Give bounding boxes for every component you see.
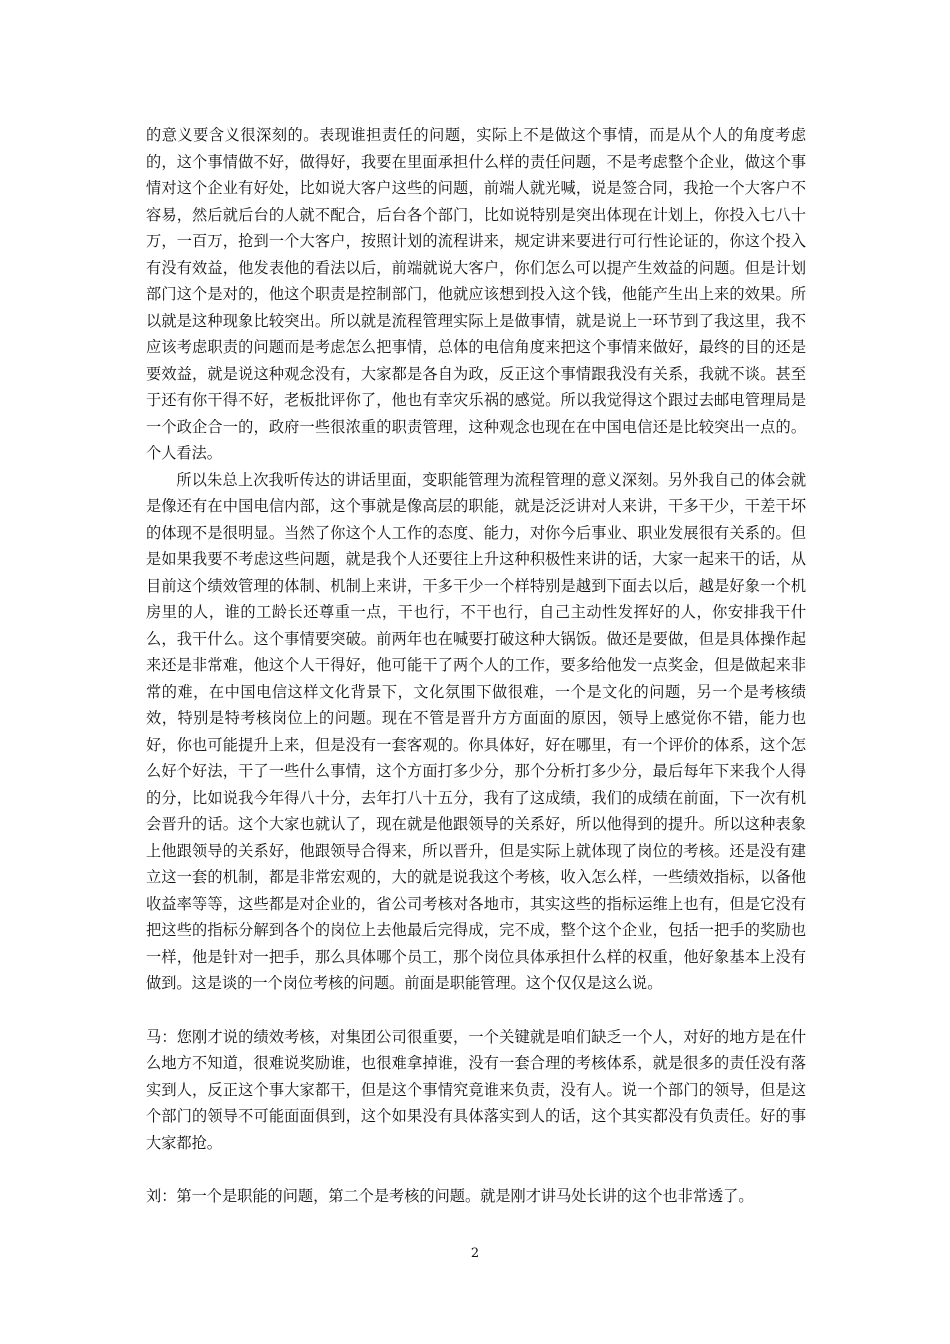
page-body <box>146 122 806 1210</box>
page-number: 2 <box>470 1246 480 1261</box>
paragraph-ma-remarks: 马：您刚才说的绩效考核，对集团公司很重要，一个关键就是咱们缺乏一个人，对好的地方是在什么地方不知道，很难说奖励谁，也很难拿掉谁，没有一套合理的考核体系，就是很多的责任没有落实到人，反正这个事大家都干，但是这个事情究竟谁来负责，没有人。说一个部门的领导，但是这个部门的领导不可能面面俱到，这个如果没有具体落实到人的话，这个其实都没有负责任。好的事大家都抢。 <box>146 1027 806 1152</box>
paragraph-liu-remarks: 刘：第一个是职能的问题，第二个是考核的问题。就是刚才讲马处长讲的这个也非常透了。 <box>146 1187 754 1205</box>
paragraph-responsibility: 的意义要含义很深刻的。表现谁担责任的问题，实际上不是做这个事情，而是从个人的角度考虑的，这个事情做不好，做得好，我要在里面承担什么样的责任问题，不是考虑整个企业，做这个事情对这个企业有好处，比如说大客户这些的问题，前端人就光喊，说是签合同，我抢一个大客户不容易，然后就后台的人就不配合，后台各个部门，比如说特别是突出体现在计划上，你投入七八十万，一百万，抢到一个大客户，按照计划的流程讲来，规定讲来要进行可行性论证的，你这个投入有没有效益，他发表他的看法以后，前端就说大客户，你们怎么可以提产生效益的问题。但是计划部门这个是对的，他这个职责是控制部门，他就应该想到投入这个钱，他能产生出上来的效果。所以就是这种现象比较突出。所以就是流程管理实际上是做事情，就是说上一环节到了我这里，我不应该考虑职责的问题而是考虑怎么把事情，总体的电信角度来把这个事情来做好，最终的目的还是要效益，就是说这种观念没有，大家都是各自为政，反正这个事情跟我没有关系，我就不谈。甚至于还有你干得不好，老板批评你了，他也有幸灾乐祸的感觉。所以我觉得这个跟过去邮电管理局是一个政企合一的，政府一些很浓重的职责管理，这种观念也现在在中国电信还是比较突出一点的。个人看法。 <box>146 126 806 462</box>
paragraph-process-management: 所以朱总上次我听传达的讲话里面，变职能管理为流程管理的意义深刻。另外我自己的体会就是像还有在中国电信内部，这个事就是像高层的职能，就是泛泛讲对人来讲，干多干少，干差干坏的体现不是很明显。当然了你这个人工作的态度、能力，对你今后事业、职业发展很有关系的。但是如果我要不考虑这些问题，就是我个人还要往上升这种积极性来讲的话，大家一起来干的话，从目前这个绩效管理的体制、机制上来讲，干多干少一个样特别是越到下面去以后，越是好象一个机房里的人，谁的工龄长还尊重一点，干也行，不干也行，自己主动性发挥好的人，你安排我干什么，我干什么。这个事情要突破。前两年也在喊要打破这种大锅饭。做还是要做，但是具体操作起来还是非常难，他这个人干得好，他可能干了两个人的工作，要多给他发一点奖金，但是做起来非常的难，在中国电信这样文化背景下，文化氛围下做很难，一个是文化的问题，另一个是考核绩效，特别是特考核岗位上的问题。现在不管是晋升方方面面的原因，领导上感觉你不错，能力也好，你也可能提升上来，但是没有一套客观的。你具体好，好在哪里，有一个评价的体系，这个怎么好个好法，干了一些什么事情，这个方面打多少分，那个分析打多少分，最后每年下来我个人得的分，比如说我今年得八十分，去年打八十五分，我有了这成绩，我们的成绩在前面，下一次有机会晋升的话。这个大家也就认了，现在就是他跟领导的关系好，所以他得到的提升。所以这种表象上他跟领导的关系好，他跟领导合得来，所以晋升，但是实际上就体现了岗位的考核。还是没有建立这一套的机制，都是非常宏观的，大的就是说我这个考核，收入怎么样，一些绩效指标，以备他收益率等等，这些都是对企业的，省公司考核对各地市，其实这些的指标运维上也有，但是它没有把这些的指标分解到各个的岗位上去他最后完得成，完不成，整个这个企业，包括一把手的奖励也一样，他是针对一把手，那么具体哪个员工，那个岗位具体承担什么样的权重，他好象基本上没有做到。这是谈的一个岗位考核的问题。前面是职能管理。这个仅仅是这么说。 <box>146 470 806 992</box>
